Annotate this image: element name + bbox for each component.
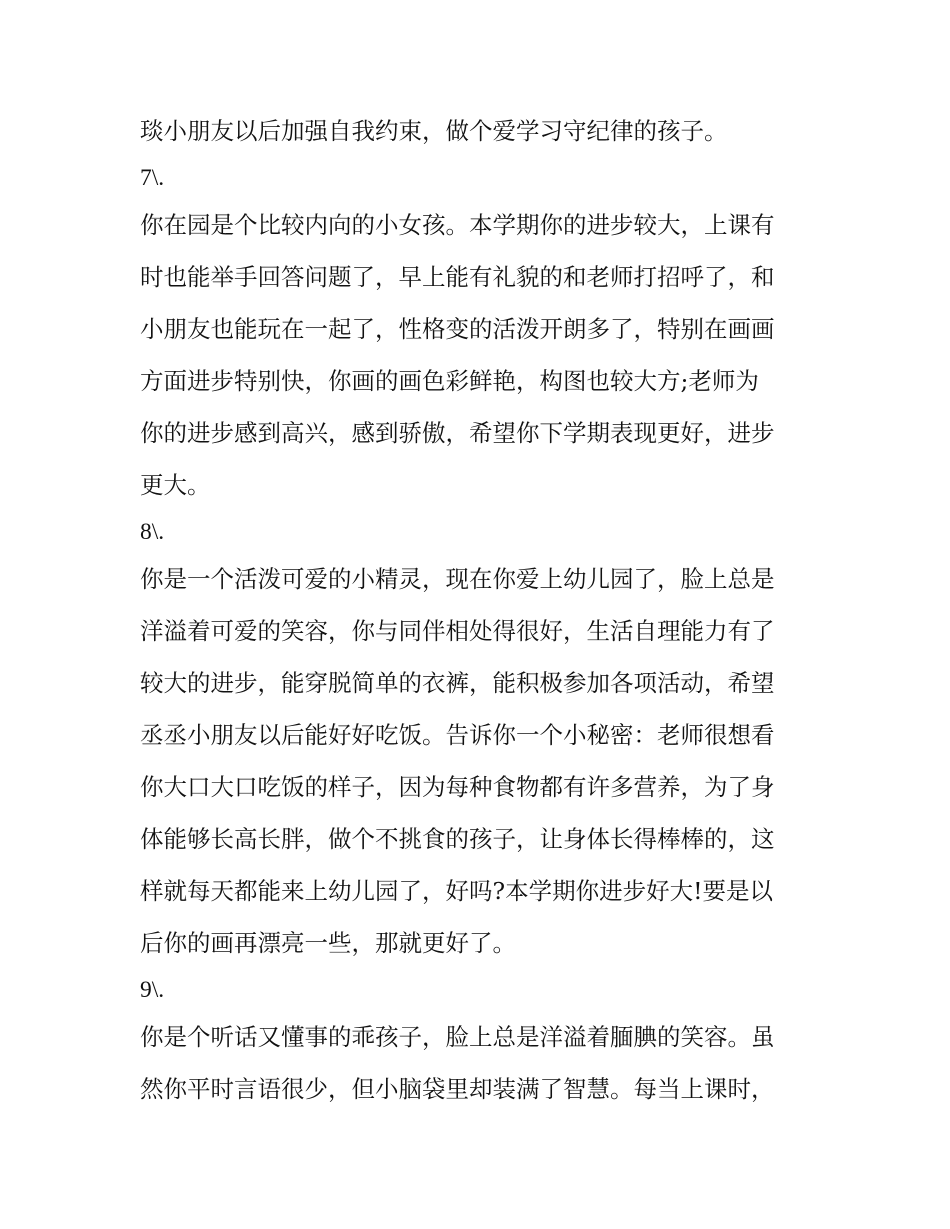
text-line: 洋溢着可爱的笑容，你与同伴相处得很好，生活自理能力有了 [140, 617, 775, 645]
text-line: 你在园是个比较内向的小女孩。本学期你的进步较大，上课有 [140, 211, 775, 239]
text-line: 你是一个活泼可爱的小精灵，现在你爱上幼儿园了，脸上总是 [140, 565, 775, 593]
text-line: 琰小朋友以后加强自我约束，做个爱学习守纪律的孩子。 [140, 117, 728, 145]
text-line: 方面进步特别快，你画的画色彩鲜艳，构图也较大方;老师为 [140, 367, 759, 395]
text-line: 时也能举手回答问题了，早上能有礼貌的和老师打招呼了，和 [140, 263, 775, 291]
item-number: 7\. [140, 165, 165, 191]
text-line: 你大口大口吃饭的样子，因为每种食物都有许多营养，为了身 [140, 773, 775, 801]
text-line: 小朋友也能玩在一起了，性格变的活泼开朗多了，特别在画画 [140, 315, 775, 343]
text-line: 样就每天都能来上幼儿园了，好吗?本学期你进步好大!要是以 [140, 877, 774, 905]
text-line: 丞丞小朋友以后能好好吃饭。告诉你一个小秘密：老师很想看 [140, 721, 775, 749]
item-number: 8\. [140, 519, 165, 545]
item-number: 9\. [140, 977, 165, 1003]
text-line: 你的进步感到高兴，感到骄傲，希望你下学期表现更好，进步 [140, 419, 775, 447]
text-line: 你是个听话又懂事的乖孩子，脸上总是洋溢着腼腆的笑容。虽 [140, 1023, 775, 1051]
text-line: 更大。 [140, 471, 211, 499]
text-line: 后你的画再漂亮一些，那就更好了。 [140, 929, 516, 957]
text-line: 然你平时言语很少，但小脑袋里却装满了智慧。每当上课时， [140, 1075, 775, 1103]
document-body [140, 105, 820, 1115]
text-line: 较大的进步，能穿脱简单的衣裤，能积极参加各项活动，希望 [140, 669, 775, 697]
text-line: 体能够长高长胖，做个不挑食的孩子，让身体长得棒棒的，这 [140, 825, 775, 853]
